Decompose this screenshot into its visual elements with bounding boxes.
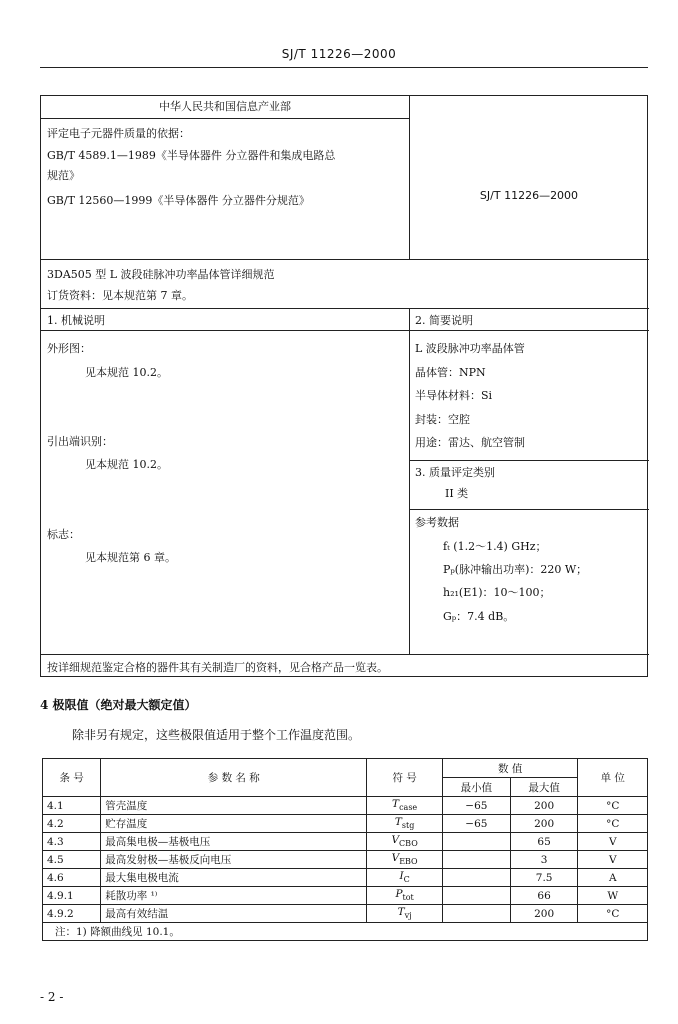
row-symbol: $T_{vj}$ xyxy=(367,905,443,923)
table-row xyxy=(43,905,648,923)
row-max: 200 xyxy=(510,905,578,923)
row-item: 4.5 xyxy=(43,851,101,869)
col-min: 最小值 xyxy=(442,778,510,797)
row-item: 4.3 xyxy=(43,833,101,851)
ministry-name: 中华人民共和国信息产业部 xyxy=(159,100,291,113)
row-unit: W xyxy=(578,887,648,905)
brief-item: 封装：空腔 xyxy=(415,413,470,426)
table-row xyxy=(43,833,648,851)
row-unit: °C xyxy=(578,905,648,923)
table-row xyxy=(43,887,648,905)
row-param: 耗散功率 ¹⁾ xyxy=(101,887,367,905)
row-param: 最高集电极—基极电压 xyxy=(101,833,367,851)
row-symbol: $I_C$ xyxy=(367,869,443,887)
section-intro: 除非另有规定，这些极限值适用于整个工作温度范围。 xyxy=(72,728,361,742)
row-param: 最高发射极—基极反向电压 xyxy=(101,851,367,869)
row-unit: V xyxy=(578,851,648,869)
basis-line: GB/T 12560—1999《半导体器件 分立器件分规范》 xyxy=(47,194,310,207)
row-symbol: $V_{EBO}$ xyxy=(367,851,443,869)
row-max: 66 xyxy=(510,887,578,905)
page-number: - 2 - xyxy=(40,990,64,1004)
marking-ref: 见本规范第 6 章。 xyxy=(85,551,176,564)
row-max: 3 xyxy=(510,851,578,869)
brief-heading: 2. 简要说明 xyxy=(415,314,473,327)
mechanical-heading: 1. 机械说明 xyxy=(47,314,105,327)
row-item: 4.2 xyxy=(43,815,101,833)
row-min xyxy=(442,869,510,887)
header-rule xyxy=(40,67,648,68)
row-unit: V xyxy=(578,833,648,851)
row-max: 7.5 xyxy=(510,869,578,887)
row-param: 最高有效结温 xyxy=(101,905,367,923)
basis-line: 规范》 xyxy=(47,169,80,182)
row-unit: A xyxy=(578,869,648,887)
col-max: 最大值 xyxy=(510,778,578,797)
brief-item: 半导体材料：Si xyxy=(415,389,493,402)
table-row xyxy=(43,869,648,887)
brief-item: L 波段脉冲功率晶体管 xyxy=(415,342,525,355)
row-min xyxy=(442,851,510,869)
col-item: 条 号 xyxy=(43,759,101,797)
reference-item: fₜ (1.2～1.4) GHz； xyxy=(443,540,547,553)
row-symbol: $V_{CBO}$ xyxy=(367,833,443,851)
row-max: 65 xyxy=(510,833,578,851)
brief-item: 晶体管：NPN xyxy=(415,366,486,379)
outline-label: 外形图： xyxy=(47,342,91,355)
row-max: 200 xyxy=(510,815,578,833)
quality-heading: 3. 质量评定类别 xyxy=(415,466,495,479)
row-item: 4.6 xyxy=(43,869,101,887)
row-symbol: $T_{case}$ xyxy=(367,797,443,815)
table-row xyxy=(43,815,648,833)
basis-title: 评定电子元器件质量的依据： xyxy=(47,127,190,140)
col-value: 数 值 xyxy=(442,759,578,778)
row-min: −65 xyxy=(442,815,510,833)
row-symbol: $T_{stg}$ xyxy=(367,815,443,833)
row-max: 200 xyxy=(510,797,578,815)
col-unit: 单 位 xyxy=(578,759,648,797)
row-min xyxy=(442,905,510,923)
row-item: 4.9.2 xyxy=(43,905,101,923)
table-note: 注：1) 降额曲线见 10.1。 xyxy=(43,923,648,941)
brief-item: 用途：雷达、航空管制 xyxy=(415,436,525,449)
reference-item: Pₚ(脉冲输出功率)：220 W； xyxy=(443,563,588,576)
table-row xyxy=(43,851,648,869)
limits-table xyxy=(42,758,648,941)
quality-value: II 类 xyxy=(445,487,469,500)
spec-title: 3DA505 型 L 波段硅脉冲功率晶体管详细规范 xyxy=(47,268,275,281)
basis-line: GB/T 4589.1—1989《半导体器件 分立器件和集成电路总 xyxy=(47,149,336,162)
lead-label: 引出端识别： xyxy=(47,435,113,448)
row-unit: °C xyxy=(578,815,648,833)
table-row xyxy=(43,797,648,815)
row-min: −65 xyxy=(442,797,510,815)
row-item: 4.1 xyxy=(43,797,101,815)
reference-item: h₂₁(E1)：10～100； xyxy=(443,586,551,599)
lead-ref: 见本规范 10.2。 xyxy=(85,458,168,471)
row-param: 管壳温度 xyxy=(101,797,367,815)
row-param: 贮存温度 xyxy=(101,815,367,833)
row-item: 4.9.1 xyxy=(43,887,101,905)
row-param: 最大集电极电流 xyxy=(101,869,367,887)
outline-ref: 见本规范 10.2。 xyxy=(85,366,168,379)
spec-cover-box xyxy=(40,95,648,677)
spec-number: SJ/T 11226—2000 xyxy=(479,189,579,202)
standard-header: SJ/T 11226—2000 xyxy=(281,47,397,61)
col-param: 参 数 名 称 xyxy=(101,759,367,797)
row-unit: °C xyxy=(578,797,648,815)
marking-label: 标志： xyxy=(47,528,80,541)
section-heading: 4 极限值（绝对最大额定值） xyxy=(40,698,197,712)
reference-item: Gₚ：7.4 dB。 xyxy=(443,610,515,623)
row-min xyxy=(442,887,510,905)
qpl-note: 按详细规范鉴定合格的器件其有关制造厂的资料，见合格产品一览表。 xyxy=(47,661,388,674)
reference-heading: 参考数据 xyxy=(415,516,459,529)
order-info: 订货资料：见本规范第 7 章。 xyxy=(47,289,193,302)
row-min xyxy=(442,833,510,851)
col-symbol: 符 号 xyxy=(367,759,443,797)
row-symbol: $P_{tot}$ xyxy=(367,887,443,905)
